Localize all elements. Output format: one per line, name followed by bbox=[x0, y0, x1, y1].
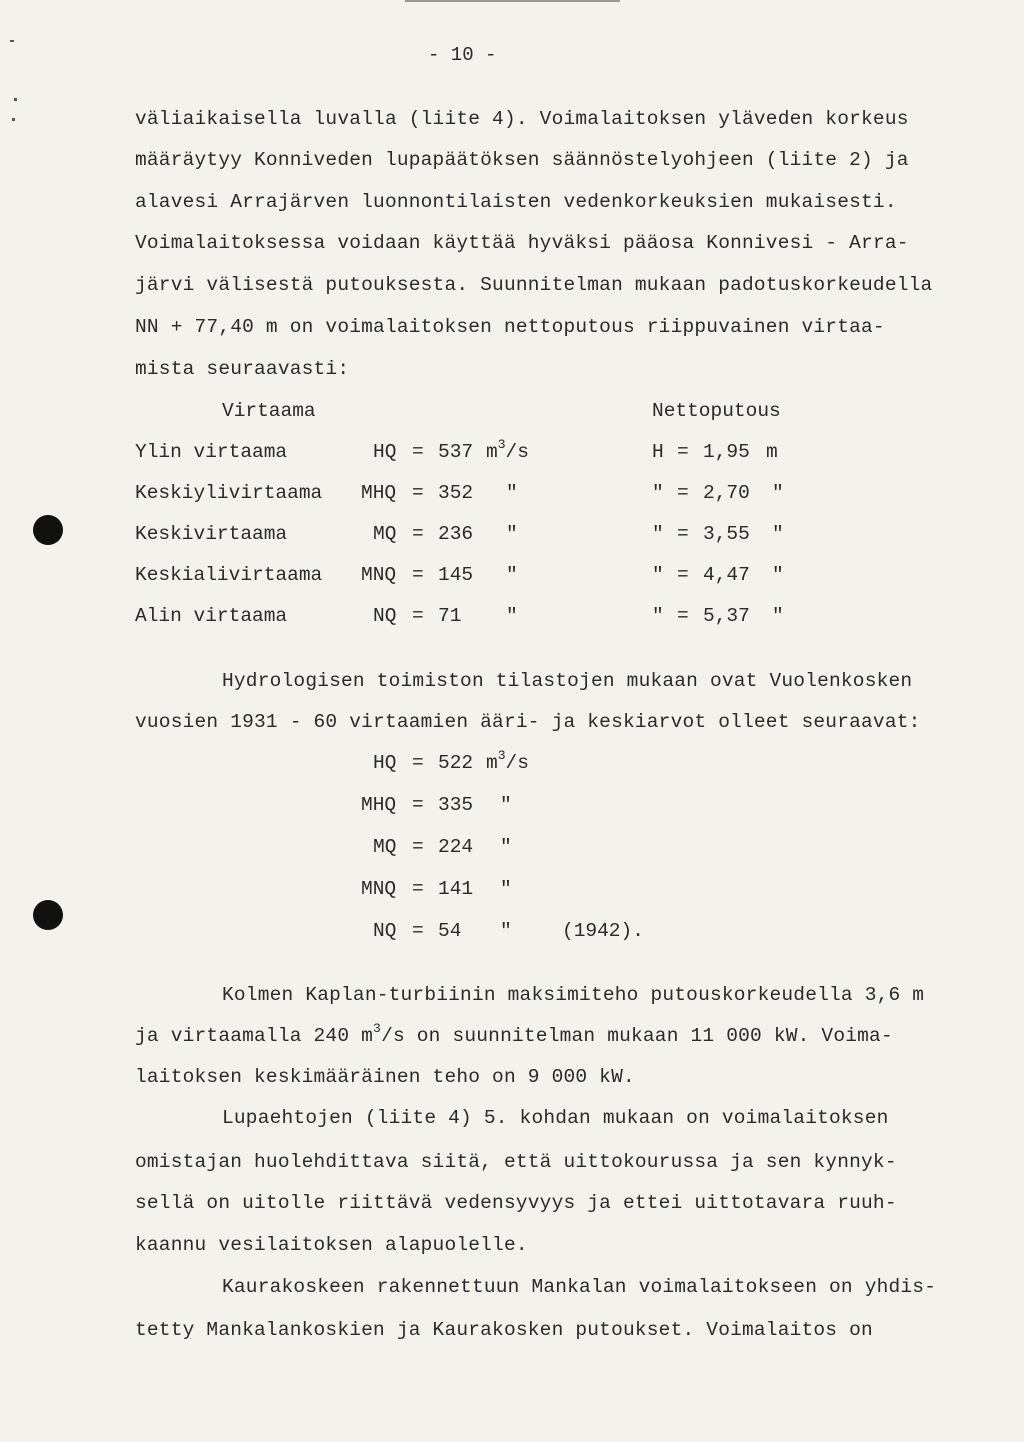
unit-superscript: 3 bbox=[497, 748, 506, 763]
equals-sign: = bbox=[412, 441, 424, 463]
flow-unit: " bbox=[506, 564, 518, 586]
flow-name: Ylin virtaama bbox=[135, 441, 288, 463]
head-unit: m bbox=[766, 441, 778, 463]
equals-sign: = bbox=[412, 878, 424, 900]
stat-unit: " bbox=[500, 878, 512, 900]
stat-symbol: MNQ bbox=[361, 878, 397, 900]
head-label: " bbox=[652, 482, 664, 504]
equals-sign: = bbox=[677, 564, 689, 586]
stat-value: 522 bbox=[438, 752, 474, 774]
flow-unit bbox=[486, 437, 529, 464]
head-unit: " bbox=[772, 605, 784, 627]
flow-name: Alin virtaama bbox=[135, 605, 288, 627]
column-header-head: Nettoputous bbox=[652, 400, 781, 422]
flow-name: Keskialivirtaama bbox=[135, 564, 323, 586]
text-line: määräytyy Konniveden lupapäätöksen säännöstelyohjeen (liite 2) ja bbox=[135, 149, 909, 171]
equals-sign: = bbox=[412, 605, 424, 627]
scan-speck bbox=[12, 118, 15, 121]
equals-sign: = bbox=[412, 794, 424, 816]
flow-value: 352 bbox=[438, 482, 474, 504]
text-line: Kaurakoskeen rakennettuun Mankalan voimalaitokseen on yhdis- bbox=[222, 1276, 937, 1298]
stat-value: 224 bbox=[438, 836, 474, 858]
text-line: mista seuraavasti: bbox=[135, 358, 350, 380]
stat-symbol: MHQ bbox=[361, 794, 397, 816]
punch-hole bbox=[33, 515, 63, 545]
stat-symbol: NQ bbox=[373, 920, 397, 942]
head-unit: " bbox=[772, 564, 784, 586]
unit-superscript: 3 bbox=[497, 437, 506, 452]
flow-symbol: NQ bbox=[373, 605, 397, 627]
flow-name: Keskiylivirtaama bbox=[135, 482, 323, 504]
flow-value: 537 bbox=[438, 441, 474, 463]
stat-value: 54 bbox=[438, 920, 462, 942]
text-line: vuosien 1931 - 60 virtaamien ääri- ja keskiarvot olleet seuraavat: bbox=[135, 711, 921, 733]
flow-symbol: MQ bbox=[373, 523, 397, 545]
text-line: alavesi Arrajärven luonnontilaisten vedenkorkeuksien mukaisesti. bbox=[135, 191, 897, 213]
flow-symbol: HQ bbox=[373, 441, 397, 463]
equals-sign: = bbox=[412, 564, 424, 586]
head-unit: " bbox=[772, 482, 784, 504]
head-label: " bbox=[652, 564, 664, 586]
head-value: 5,37 bbox=[703, 605, 750, 627]
flow-unit: " bbox=[506, 605, 518, 627]
flow-unit: " bbox=[506, 482, 518, 504]
unit-base: m bbox=[486, 752, 498, 774]
stat-value: 141 bbox=[438, 878, 474, 900]
text-line: Kolmen Kaplan-turbiinin maksimiteho putouskorkeudella 3,6 m bbox=[222, 984, 925, 1006]
equals-sign: = bbox=[677, 482, 689, 504]
head-label: " bbox=[652, 605, 664, 627]
head-label: H bbox=[652, 441, 664, 463]
equals-sign: = bbox=[677, 605, 689, 627]
stat-unit bbox=[486, 748, 529, 775]
stat-symbol: HQ bbox=[373, 752, 397, 774]
flow-name: Keskivirtaama bbox=[135, 523, 288, 545]
column-header-flow: Virtaama bbox=[222, 400, 316, 422]
page-number: - 10 - bbox=[428, 44, 497, 66]
text-line: kaannu vesilaitoksen alapuolelle. bbox=[135, 1234, 528, 1256]
flow-symbol: MHQ bbox=[361, 482, 397, 504]
text-line: NN + 77,40 m on voimalaitoksen nettoputous riippuvainen virtaa- bbox=[135, 316, 885, 338]
scan-speck bbox=[14, 98, 17, 101]
text-line: omistajan huolehdittava siitä, että uittokourussa ja sen kynnyk- bbox=[135, 1151, 897, 1173]
head-value: 3,55 bbox=[703, 523, 750, 545]
text-line: tetty Mankalankoskien ja Kaurakosken putoukset. Voimalaitos on bbox=[135, 1319, 873, 1341]
unit-tail: /s bbox=[505, 752, 529, 774]
flow-symbol: MNQ bbox=[361, 564, 397, 586]
flow-value: 145 bbox=[438, 564, 474, 586]
head-value: 2,70 bbox=[703, 482, 750, 504]
text-line: sellä on uitolle riittävä vedensyvyys ja ettei uittotavara ruuh- bbox=[135, 1192, 897, 1214]
equals-sign: = bbox=[412, 920, 424, 942]
text-line: Voimalaitoksessa voidaan käyttää hyväksi pääosa Konnivesi - Arra- bbox=[135, 232, 909, 254]
equals-sign: = bbox=[412, 836, 424, 858]
text-line: Hydrologisen toimiston tilastojen mukaan ovat Vuolenkosken bbox=[222, 670, 913, 692]
text-segment: /s on suunnitelman mukaan 11 000 kW. Voima- bbox=[381, 1025, 893, 1047]
text-line: väliaikaisella luvalla (liite 4). Voimalaitoksen yläveden korkeus bbox=[135, 108, 909, 130]
flow-value: 71 bbox=[438, 605, 462, 627]
stat-value: 335 bbox=[438, 794, 474, 816]
scan-edge-line bbox=[405, 0, 620, 2]
stat-unit: " bbox=[500, 920, 512, 942]
text-line bbox=[135, 1021, 893, 1048]
stat-note: (1942). bbox=[562, 920, 644, 942]
flow-unit: " bbox=[506, 523, 518, 545]
equals-sign: = bbox=[677, 441, 689, 463]
text-line: järvi välisestä putouksesta. Suunnitelman mukaan padotuskorkeudella bbox=[135, 274, 933, 296]
unit-tail: /s bbox=[505, 441, 529, 463]
head-value: 4,47 bbox=[703, 564, 750, 586]
scan-speck bbox=[10, 40, 14, 42]
equals-sign: = bbox=[412, 752, 424, 774]
stat-symbol: MQ bbox=[373, 836, 397, 858]
head-unit: " bbox=[772, 523, 784, 545]
flow-value: 236 bbox=[438, 523, 474, 545]
head-value: 1,95 bbox=[703, 441, 750, 463]
stat-unit: " bbox=[500, 794, 512, 816]
text-line: laitoksen keskimääräinen teho on 9 000 kW. bbox=[135, 1066, 635, 1088]
punch-hole bbox=[33, 900, 63, 930]
equals-sign: = bbox=[412, 482, 424, 504]
head-label: " bbox=[652, 523, 664, 545]
equals-sign: = bbox=[677, 523, 689, 545]
text-line: Lupaehtojen (liite 4) 5. kohdan mukaan on voimalaitoksen bbox=[222, 1107, 889, 1129]
equals-sign: = bbox=[412, 523, 424, 545]
stat-unit: " bbox=[500, 836, 512, 858]
unit-base: m bbox=[486, 441, 498, 463]
text-segment: ja virtaamalla 240 m bbox=[135, 1025, 374, 1047]
unit-superscript: 3 bbox=[373, 1021, 382, 1036]
